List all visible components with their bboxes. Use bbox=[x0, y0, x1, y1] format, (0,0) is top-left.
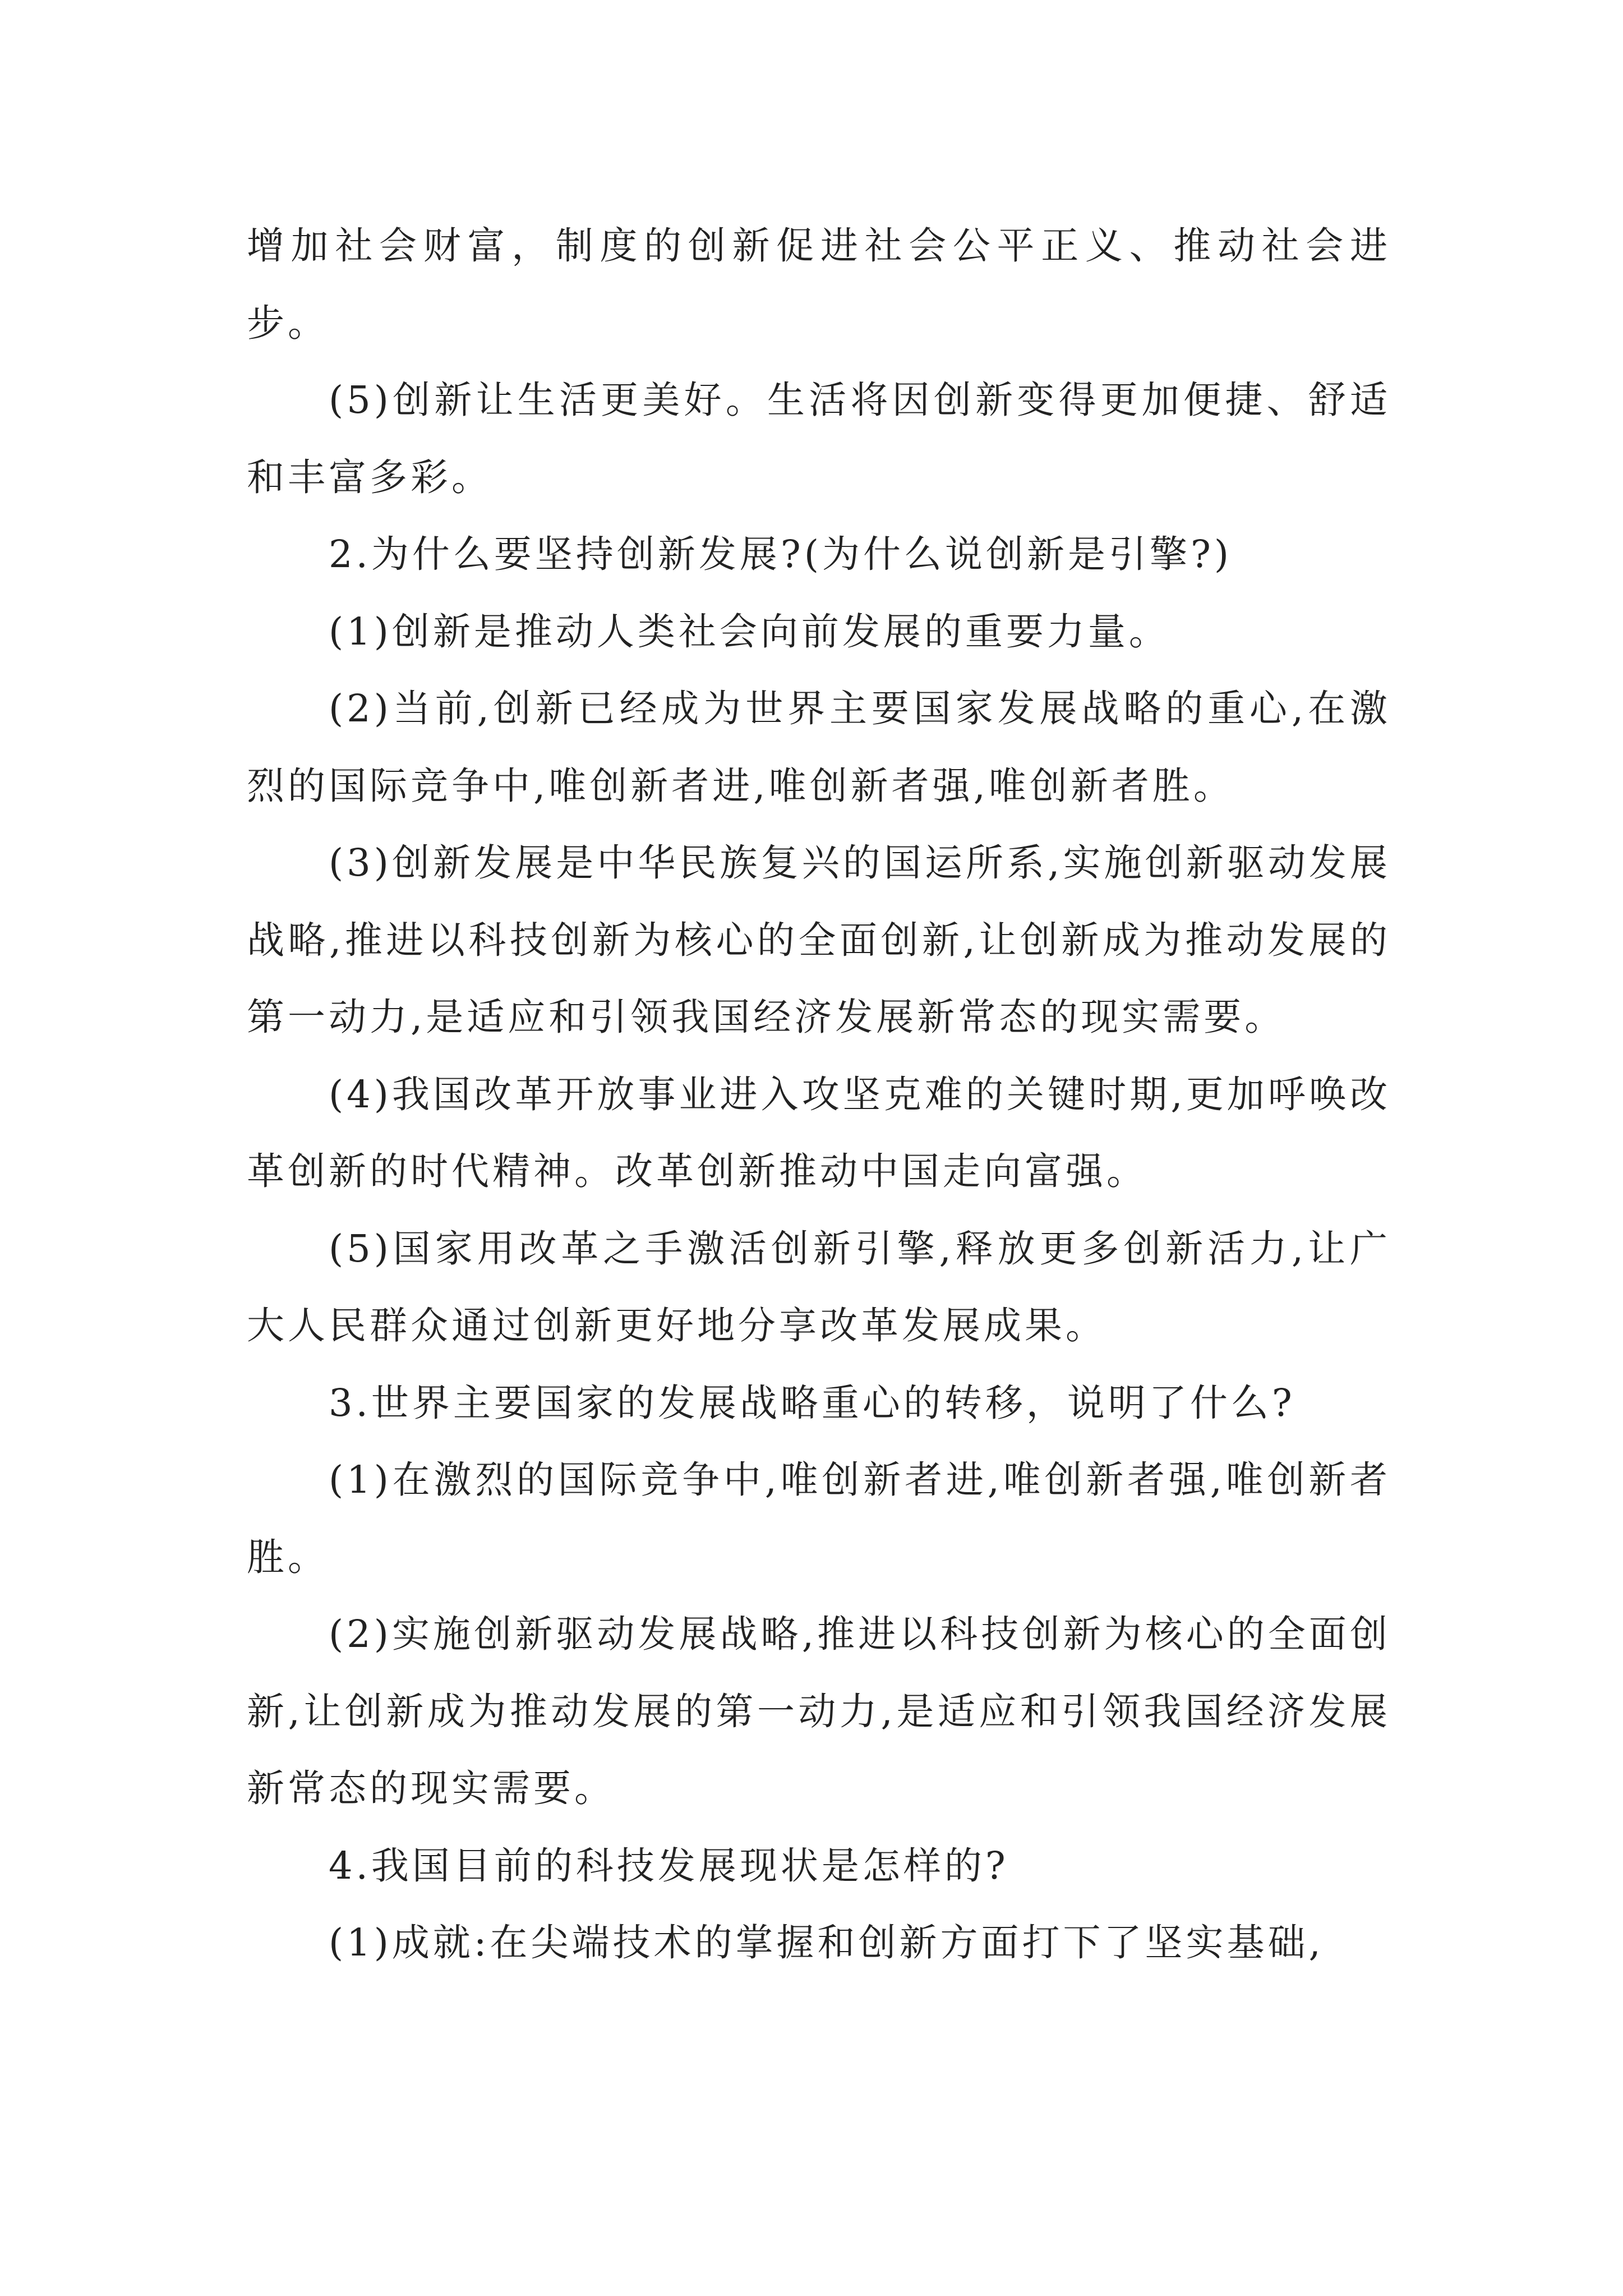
question-2-heading: 2.为什么要坚持创新发展?(为什么说创新是引擎?) bbox=[329, 532, 1233, 576]
question-4-heading: 4.我国目前的科技发展现状是怎样的? bbox=[329, 1843, 1009, 1888]
paragraph-q2-point-2: (2)当前,创新已经成为世界主要国家发展战略的重心,在激烈的国际竞争中,唯创新者进,唯创新者强,唯创新者胜。 bbox=[247, 687, 1391, 808]
paragraph-point-5-life: (5)创新让生活更美好。生活将因创新变得更加便捷、舒适和丰富多彩。 bbox=[247, 378, 1391, 499]
paragraph-q3-point-1: (1)在激烈的国际竞争中,唯创新者进,唯创新者强,唯创新者胜。 bbox=[247, 1458, 1391, 1579]
paragraph-q2-point-3: (3)创新发展是中华民族复兴的国运所系,实施创新驱动发展战略,推进以科技创新为核心的全面创新,让创新成为推动发展的第一动力,是适应和引领我国经济发展新常态的现实需要。 bbox=[247, 841, 1391, 1039]
paragraph-q4-point-1: (1)成就:在尖端技术的掌握和创新方面打下了坚实基础, bbox=[329, 1921, 1324, 1964]
paragraph-q2-point-5: (5)国家用改革之手激活创新引擎,释放更多创新活力,让广大人民群众通过创新更好地分享改革发展成果。 bbox=[247, 1226, 1391, 1347]
paragraph-continuation: 增加社会财富，制度的创新促进社会公平正义、推动社会进步。 bbox=[247, 224, 1391, 345]
body-text bbox=[247, 208, 1391, 1982]
paragraph-q2-point-1: (1)创新是推动人类社会向前发展的重要力量。 bbox=[329, 609, 1170, 654]
paragraph-q2-point-4: (4)我国改革开放事业进入攻坚克难的关键时期,更加呼唤改革创新的时代精神。改革创新推动中国走向富强。 bbox=[247, 1072, 1391, 1193]
question-3-heading: 3.世界主要国家的发展战略重心的转移，说明了什么? bbox=[329, 1381, 1295, 1425]
paragraph-q3-point-2: (2)实施创新驱动发展战略,推进以科技创新为核心的全面创新,让创新成为推动发展的第一动力,是适应和引领我国经济发展新常态的现实需要。 bbox=[247, 1612, 1391, 1810]
